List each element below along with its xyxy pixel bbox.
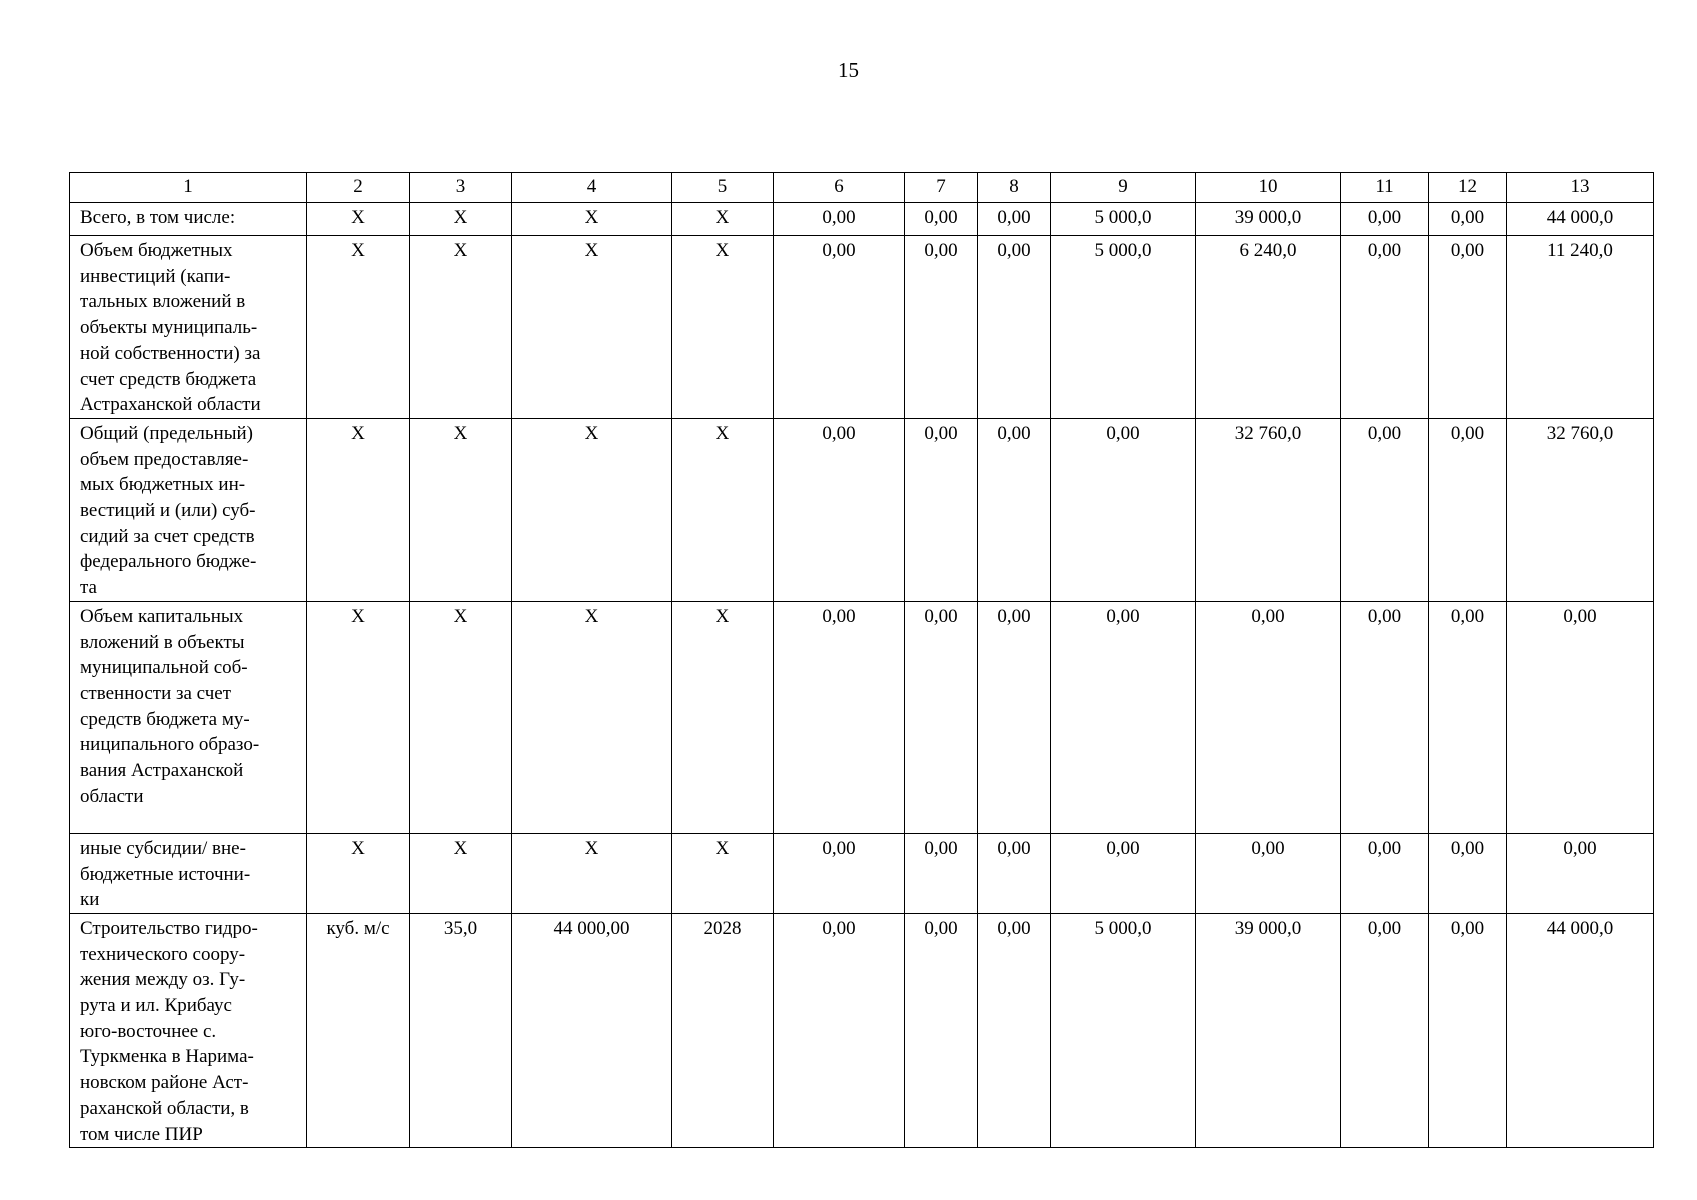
row-label-line: федерального бюдже-	[80, 551, 257, 573]
column-header: 8	[978, 173, 1051, 203]
table-cell-col-11: 0,00	[1341, 203, 1429, 236]
row-label-line: та	[80, 577, 97, 599]
table-row-federal-budget-investments	[70, 418, 1654, 601]
table-cell-col-5: Х	[672, 833, 774, 913]
table-cell-col-9: 5 000,0	[1051, 236, 1196, 419]
table-cell-col-7: 0,00	[905, 833, 978, 913]
table-cell-col-2: Х	[307, 203, 410, 236]
table-cell-col-13: 11 240,0	[1507, 236, 1654, 419]
table-cell-col-9: 0,00	[1051, 418, 1196, 601]
table-cell-col-5: Х	[672, 601, 774, 833]
row-label-line: Туркменка в Нарима-	[80, 1046, 254, 1068]
header-row	[70, 173, 1654, 203]
table-cell-col-10: 39 000,0	[1196, 203, 1341, 236]
table-cell-col-3: Х	[410, 601, 512, 833]
column-header: 11	[1341, 173, 1429, 203]
table-cell-col-7: 0,00	[905, 203, 978, 236]
budget-table	[69, 172, 1654, 1148]
table-cell-col-3: Х	[410, 203, 512, 236]
table-cell-col-4: 44 000,00	[512, 913, 672, 1147]
row-label-line: Всего, в том числе:	[80, 207, 236, 228]
table-cell-col-11: 0,00	[1341, 601, 1429, 833]
row-label-line: объем предоставляе-	[80, 448, 249, 470]
row-label-line: счет средств бюджета	[80, 368, 257, 390]
table-cell-col-10: 6 240,0	[1196, 236, 1341, 419]
table-cell-col-10: 0,00	[1196, 833, 1341, 913]
table-cell-col-13: 44 000,0	[1507, 913, 1654, 1147]
row-label	[70, 833, 307, 913]
row-label-line: жения между оз. Гу-	[80, 969, 246, 991]
table-cell-col-2: Х	[307, 418, 410, 601]
table-cell-col-3: Х	[410, 236, 512, 419]
table-cell-col-12: 0,00	[1429, 601, 1507, 833]
row-label-line: бюджетные источни-	[80, 863, 251, 885]
row-label-line: юго-восточнее с.	[80, 1020, 217, 1042]
row-label-line: новском районе Аст-	[80, 1072, 249, 1094]
column-header: 5	[672, 173, 774, 203]
row-label-line: Общий (предельный)	[80, 422, 253, 444]
row-label	[70, 418, 307, 601]
table-cell-col-9: 5 000,0	[1051, 203, 1196, 236]
table-cell-col-7: 0,00	[905, 236, 978, 419]
table-cell-col-8: 0,00	[978, 418, 1051, 601]
column-header: 13	[1507, 173, 1654, 203]
table-cell-col-9: 0,00	[1051, 833, 1196, 913]
column-header: 6	[774, 173, 905, 203]
row-label-line: технического соору-	[80, 943, 246, 965]
row-label	[70, 203, 307, 236]
table-cell-col-8: 0,00	[978, 601, 1051, 833]
row-label	[70, 601, 307, 833]
table-cell-col-6: 0,00	[774, 913, 905, 1147]
row-label-line: мых бюджетных ин-	[80, 474, 246, 496]
table-cell-col-11: 0,00	[1341, 418, 1429, 601]
column-header: 10	[1196, 173, 1341, 203]
table-body	[70, 173, 1654, 1148]
table-cell-col-13: 0,00	[1507, 601, 1654, 833]
table-cell-col-13: 0,00	[1507, 833, 1654, 913]
row-label-line: Астраханской области	[80, 394, 261, 416]
table-cell-col-6: 0,00	[774, 236, 905, 419]
table-row-total	[70, 203, 1654, 236]
row-label-line: инвестиций (капи-	[80, 265, 231, 287]
table-cell-col-8: 0,00	[978, 236, 1051, 419]
table-cell-col-8: 0,00	[978, 203, 1051, 236]
column-header: 4	[512, 173, 672, 203]
table-cell-col-4: Х	[512, 833, 672, 913]
table-cell-col-5: Х	[672, 418, 774, 601]
row-label-line: раханской области, в	[80, 1097, 249, 1119]
row-label-line: области	[80, 785, 144, 807]
table-cell-col-7: 0,00	[905, 418, 978, 601]
table-cell-col-2: Х	[307, 833, 410, 913]
table-cell-col-4: Х	[512, 418, 672, 601]
row-label-line: тальных вложений в	[80, 291, 246, 313]
table-cell-col-12: 0,00	[1429, 913, 1507, 1147]
row-label-line: муниципальной соб-	[80, 657, 248, 679]
column-header: 9	[1051, 173, 1196, 203]
table-row-hydro-construction	[70, 913, 1654, 1147]
table-cell-col-11: 0,00	[1341, 913, 1429, 1147]
table-cell-col-5: 2028	[672, 913, 774, 1147]
table-cell-col-12: 0,00	[1429, 236, 1507, 419]
table-cell-col-4: Х	[512, 236, 672, 419]
row-label-line: Строительство гидро-	[80, 917, 258, 939]
table-cell-col-2: куб. м/с	[307, 913, 410, 1147]
row-label-line: вложений в объекты	[80, 631, 245, 653]
table-cell-col-12: 0,00	[1429, 833, 1507, 913]
table-cell-col-12: 0,00	[1429, 203, 1507, 236]
row-label-line: том числе ПИР	[80, 1123, 203, 1145]
table-row-other-subsidies	[70, 833, 1654, 913]
row-label-line: вания Астраханской	[80, 760, 244, 782]
table-cell-col-11: 0,00	[1341, 833, 1429, 913]
table-cell-col-8: 0,00	[978, 833, 1051, 913]
row-label-line: средств бюджета му-	[80, 708, 250, 730]
table-cell-col-4: Х	[512, 601, 672, 833]
table-cell-col-4: Х	[512, 203, 672, 236]
table-cell-col-13: 44 000,0	[1507, 203, 1654, 236]
row-label-line: сидий за счет средств	[80, 525, 255, 547]
table-cell-col-8: 0,00	[978, 913, 1051, 1147]
row-label-line: ки	[80, 889, 100, 911]
page-number: 15	[838, 58, 859, 82]
table-cell-col-6: 0,00	[774, 833, 905, 913]
table-cell-col-5: Х	[672, 236, 774, 419]
column-header: 1	[70, 173, 307, 203]
row-label	[70, 913, 307, 1147]
row-label-line: вестиций и (или) суб-	[80, 500, 256, 522]
table-cell-col-7: 0,00	[905, 913, 978, 1147]
table-cell-col-10: 0,00	[1196, 601, 1341, 833]
table-cell-col-3: Х	[410, 833, 512, 913]
row-label-line: рута и ил. Крибаус	[80, 995, 232, 1017]
table-cell-col-9: 5 000,0	[1051, 913, 1196, 1147]
column-header: 2	[307, 173, 410, 203]
table-cell-col-11: 0,00	[1341, 236, 1429, 419]
row-label-line: объекты муниципаль-	[80, 317, 258, 339]
table-cell-col-9: 0,00	[1051, 601, 1196, 833]
row-label	[70, 236, 307, 419]
table-cell-col-7: 0,00	[905, 601, 978, 833]
row-label-line: ной собственности) за	[80, 342, 261, 364]
column-header: 7	[905, 173, 978, 203]
column-header: 12	[1429, 173, 1507, 203]
table-cell-col-6: 0,00	[774, 601, 905, 833]
row-label-line: ниципального образо-	[80, 734, 260, 756]
table-cell-col-3: 35,0	[410, 913, 512, 1147]
table-cell-col-6: 0,00	[774, 418, 905, 601]
table-cell-col-3: Х	[410, 418, 512, 601]
row-label-line: ственности за счет	[80, 682, 232, 704]
row-label-line: иные субсидии/ вне-	[80, 837, 246, 859]
table-cell-col-12: 0,00	[1429, 418, 1507, 601]
table-cell-col-10: 32 760,0	[1196, 418, 1341, 601]
table-cell-col-2: Х	[307, 601, 410, 833]
row-label-line: Объем бюджетных	[80, 240, 233, 261]
table-cell-col-13: 32 760,0	[1507, 418, 1654, 601]
column-header: 3	[410, 173, 512, 203]
table-cell-col-5: Х	[672, 203, 774, 236]
table-row-regional-budget-investments	[70, 236, 1654, 419]
table-row-municipal-budget-investments	[70, 601, 1654, 833]
table-cell-col-2: Х	[307, 236, 410, 419]
table-cell-col-10: 39 000,0	[1196, 913, 1341, 1147]
table-cell-col-6: 0,00	[774, 203, 905, 236]
row-label-line: Объем капитальных	[80, 605, 244, 627]
